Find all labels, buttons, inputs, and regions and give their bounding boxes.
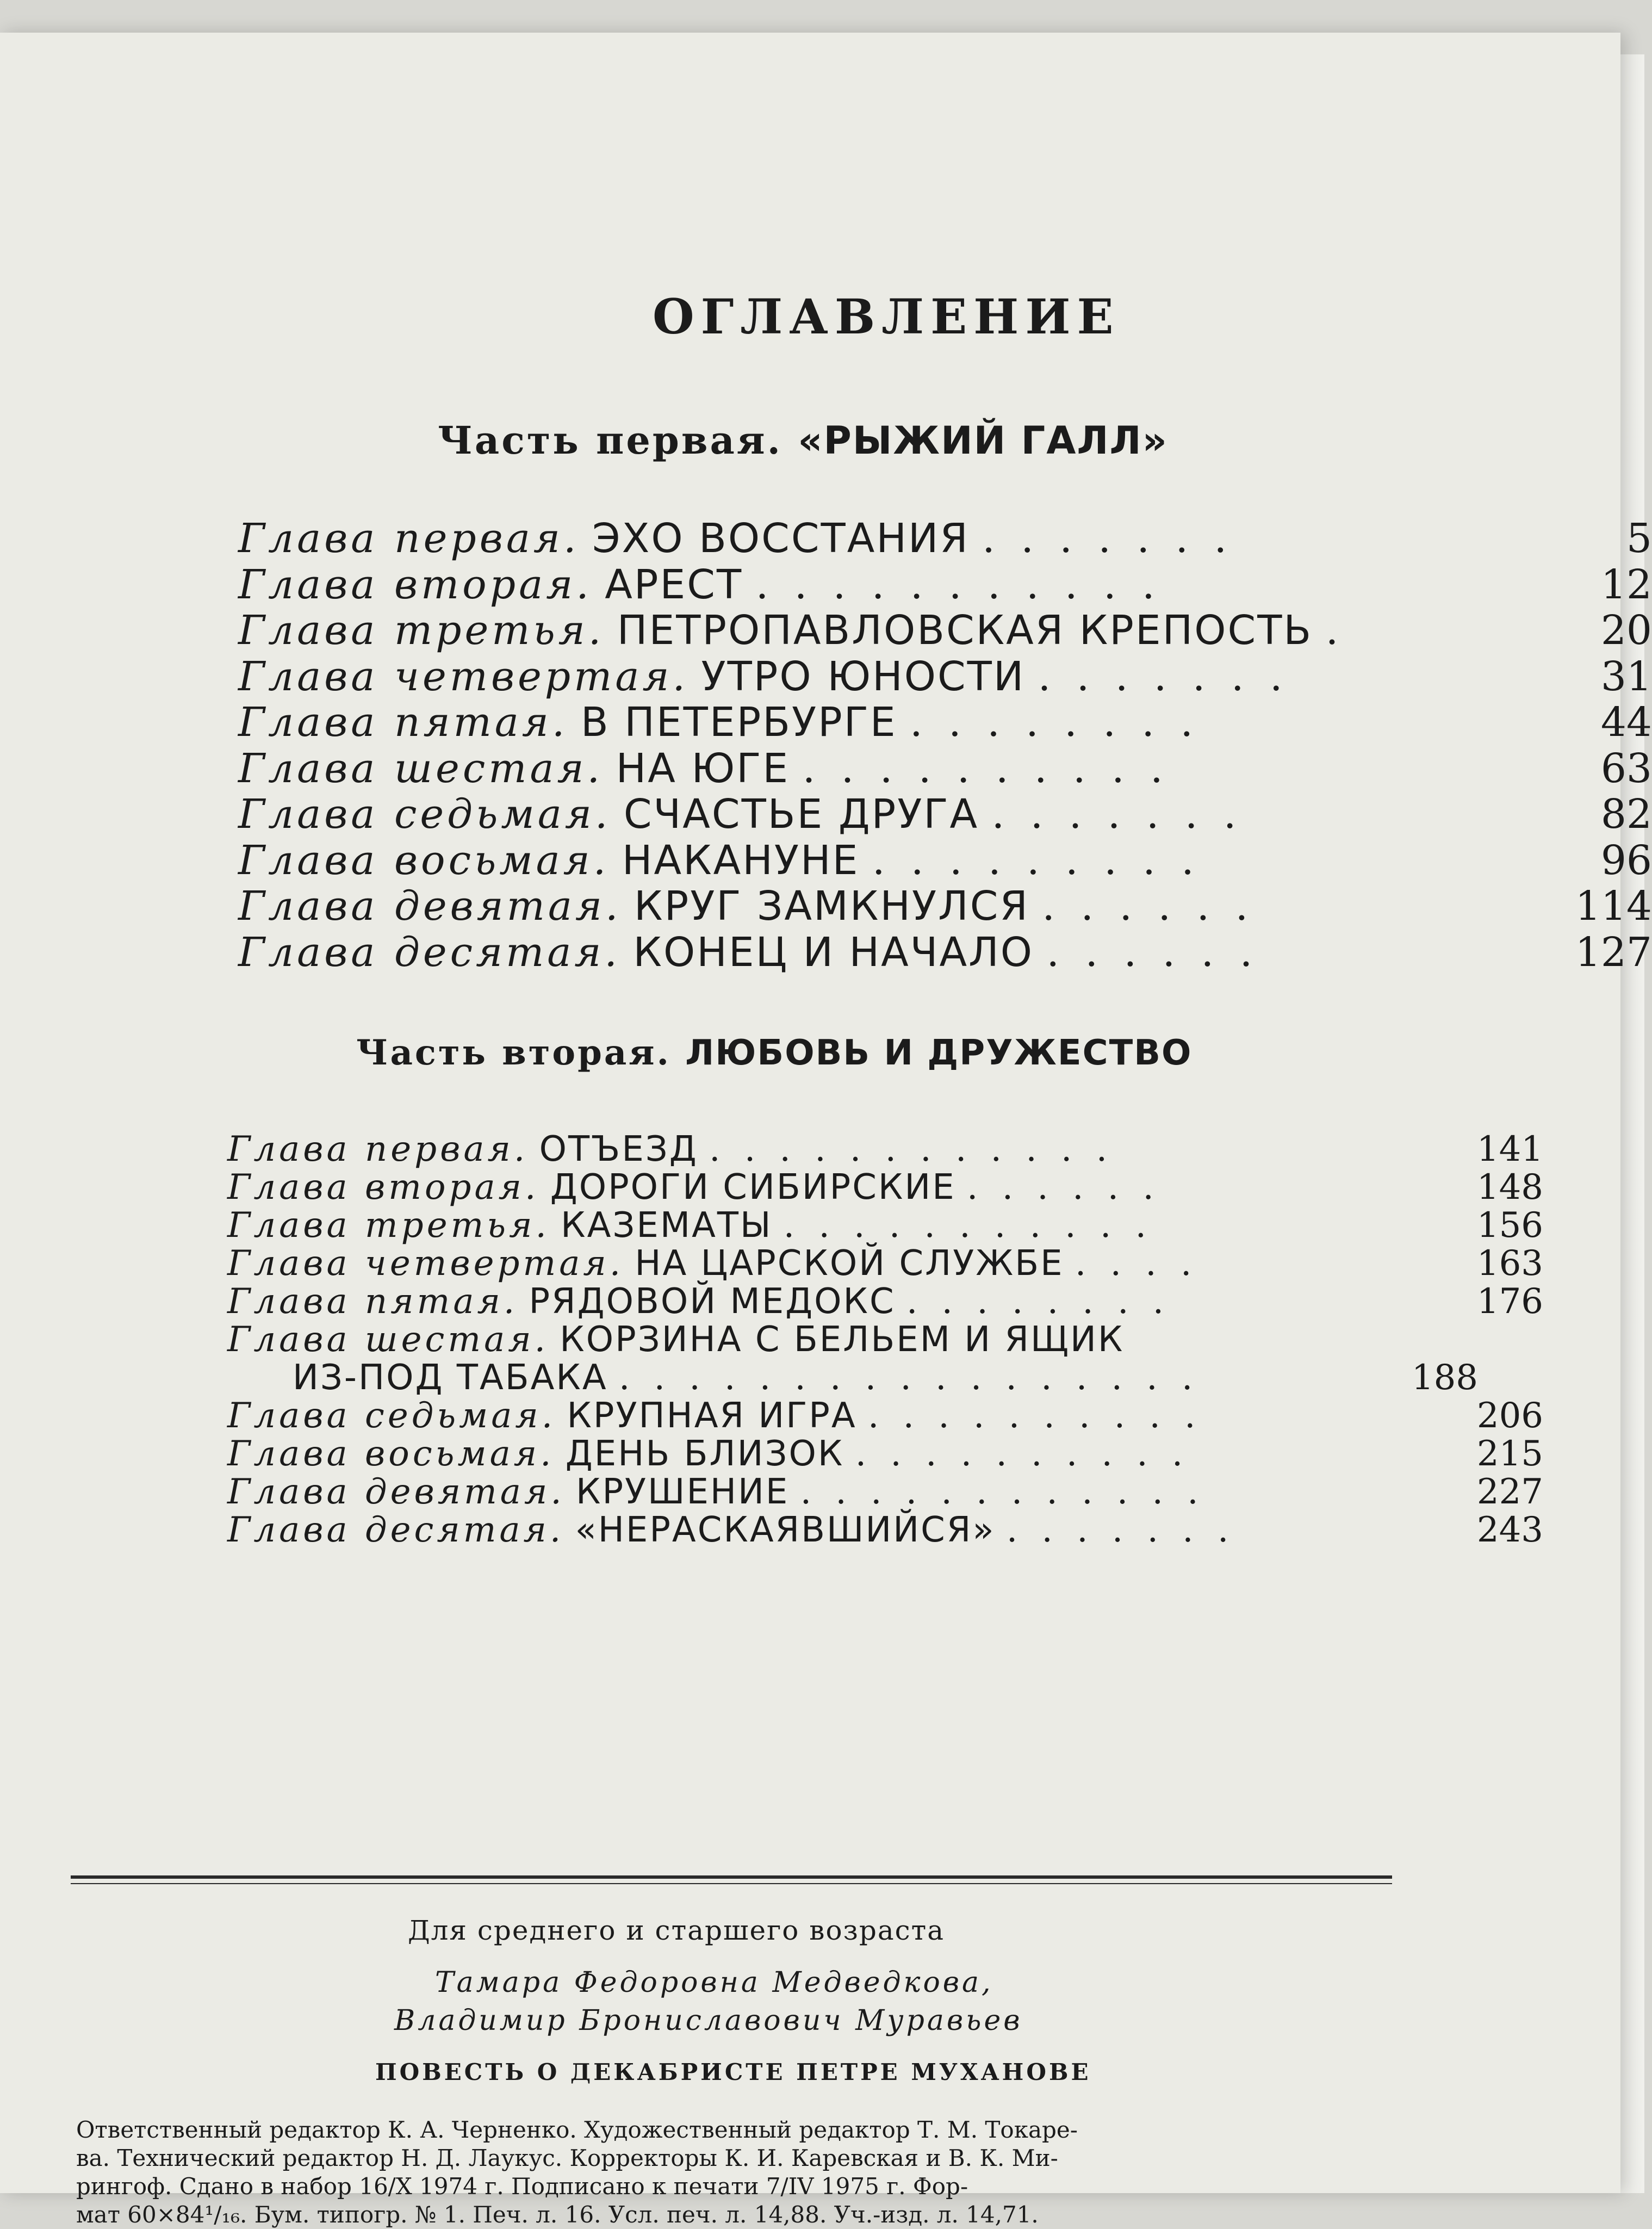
chapter-label: Глава третья. [238, 607, 605, 654]
leader-dots: . [1325, 607, 1345, 654]
leader-dots: . . . . . . [967, 1167, 1160, 1208]
chapter-title: В ПЕТЕРБУРГЕ [580, 699, 897, 746]
leader-dots: . . . . . . . [991, 791, 1243, 838]
author-name: Тамара Федоровна Медведкова, [435, 1966, 993, 1999]
leader-dots: . . . . [1075, 1243, 1198, 1284]
toc-entry[interactable] [227, 1243, 1543, 1284]
toc-title: ОГЛАВЛЕНИЕ [653, 288, 1120, 345]
colophon-line: ва. Технический редактор Н. Д. Лаукус. Корректоры К. И. Каревская и В. К. Ми- [76, 2145, 1058, 2171]
chapter-label: Глава шестая. [227, 1320, 549, 1360]
chapter-label: Глава десятая. [227, 1510, 564, 1550]
toc-entry[interactable] [238, 607, 1652, 654]
chapter-title: ЭХО ВОССТАНИЯ [592, 515, 970, 562]
page-number: 63 [1600, 745, 1652, 792]
part1-chapter-list [238, 515, 1652, 976]
part1-label: Часть первая. [438, 418, 782, 463]
page-number: 176 [1476, 1281, 1543, 1322]
toc-entry[interactable] [227, 1205, 1543, 1246]
chapter-title: КОРЗИНА С БЕЛЬЕМ И ЯЩИК [560, 1320, 1125, 1360]
page-number: 156 [1476, 1205, 1543, 1246]
toc-entry[interactable] [227, 1510, 1543, 1550]
part1-name: «РЫЖИЙ ГАЛЛ» [798, 418, 1168, 463]
leader-dots: . . . . . . [1042, 883, 1255, 930]
page-number: 215 [1476, 1434, 1543, 1474]
leader-dots: . . . . . . . [1006, 1510, 1235, 1550]
chapter-title: СЧАСТЬЕ ДРУГА [623, 791, 979, 838]
chapter-label: Глава первая. [238, 515, 580, 562]
leader-dots: . . . . . . . . . . [867, 1396, 1202, 1436]
toc-entry[interactable] [238, 653, 1652, 700]
chapter-label: Глава десятая. [238, 928, 620, 976]
chapter-label: Глава восьмая. [238, 837, 610, 884]
colophon-line: мат 60×84¹/₁₆. Бум. типогр. № 1. Печ. л. 16. Усл. печ. л. 14,88. Уч.-изд. л. 14,71. [76, 2201, 1039, 2228]
leader-dots: . . . . . . . . . . [855, 1434, 1190, 1474]
chapter-title: КАЗЕМАТЫ [561, 1205, 773, 1246]
toc-entry[interactable] [238, 561, 1652, 608]
page-number: 44 [1600, 699, 1652, 746]
leader-dots: . . . . . . . . . . . . [800, 1472, 1205, 1512]
chapter-label: Глава первая. [227, 1129, 529, 1169]
toc-entry[interactable] [227, 1434, 1543, 1474]
chapter-label: Глава восьмая. [227, 1434, 555, 1474]
author-name: Владимир Брониславович Муравьев [394, 2004, 1023, 2037]
leader-dots: . . . . . . . . [906, 1281, 1171, 1322]
chapter-title: ДЕНЬ БЛИЗОК [565, 1434, 844, 1474]
page-number: 127 [1575, 928, 1652, 976]
chapter-label: Глава четвертая. [227, 1243, 624, 1284]
toc-entry[interactable] [227, 1167, 1543, 1208]
part2-chapter-list [227, 1129, 1543, 1550]
page-number: 31 [1600, 653, 1652, 700]
leader-dots: . . . . . . . [982, 515, 1234, 562]
page-number: 227 [1476, 1472, 1543, 1512]
page-number: 96 [1600, 837, 1652, 884]
chapter-label: Глава шестая. [238, 745, 604, 792]
part1-heading [438, 418, 1168, 463]
chapter-title: КРУПНАЯ ИГРА [567, 1396, 857, 1436]
imprint-rule-thick [71, 1875, 1392, 1879]
chapter-label: Глава седьмая. [238, 791, 611, 838]
colophon-line: рингоф. Сдано в набор 16/X 1974 г. Подписано к печати 7/IV 1975 г. Фор- [76, 2173, 968, 2200]
part2-label: Часть вторая. [356, 1032, 671, 1073]
colophon [76, 2116, 1359, 2229]
chapter-label: Глава третья. [227, 1205, 550, 1246]
chapter-title: НАКАНУНЕ [622, 837, 860, 884]
book-subtitle: ПОВЕСТЬ О ДЕКАБРИСТЕ ПЕТРЕ МУХАНОВЕ [375, 2059, 1091, 2085]
leader-dots: . . . . . . . . . . . . . . . . . [618, 1358, 1200, 1398]
toc-entry[interactable] [238, 699, 1652, 746]
toc-entry[interactable] [227, 1472, 1543, 1512]
leader-dots: . . . . . . . . . . [802, 745, 1170, 792]
chapter-title: ДОРОГИ СИБИРСКИЕ [550, 1167, 956, 1208]
toc-entry[interactable] [238, 837, 1652, 884]
chapter-label: Глава девятая. [227, 1472, 565, 1512]
part2-heading [356, 1032, 1192, 1073]
leader-dots: . . . . . . . . . . . . [709, 1129, 1114, 1169]
toc-entry[interactable] [238, 883, 1652, 930]
toc-entry[interactable] [238, 791, 1652, 838]
chapter-title: КОНЕЦ И НАЧАЛО [633, 928, 1034, 976]
leader-dots: . . . . . . . . . . . [783, 1205, 1153, 1246]
chapter-label: Глава пятая. [227, 1281, 518, 1322]
page-number: 5 [1626, 515, 1652, 562]
chapter-label: Глава четвертая. [238, 653, 688, 700]
leader-dots: . . . . . . . . . . . [755, 561, 1162, 608]
chapter-label: Глава седьмая. [227, 1396, 556, 1436]
page-number: 20 [1600, 607, 1652, 654]
book-page [0, 33, 1652, 2228]
chapter-title: РЯДОВОЙ МЕДОКС [529, 1281, 896, 1322]
leader-dots: . . . . . . [1046, 928, 1259, 976]
chapter-title: КРУГ ЗАМКНУЛСЯ [634, 883, 1029, 930]
chapter-title: КРУШЕНИЕ [576, 1472, 790, 1512]
part2-name: ЛЮБОВЬ И ДРУЖЕСТВО [685, 1033, 1193, 1073]
page-number: 141 [1476, 1129, 1543, 1169]
chapter-title-continued: ИЗ-ПОД ТАБАКА [293, 1358, 608, 1398]
toc-entry[interactable] [227, 1281, 1543, 1322]
chapter-title: НА ЮГЕ [616, 745, 790, 792]
toc-entry[interactable] [227, 1129, 1543, 1169]
leader-dots: . . . . . . . . . [872, 837, 1201, 884]
imprint-rule-thin [71, 1883, 1392, 1884]
leader-dots: . . . . . . . . [910, 699, 1200, 746]
page-number: 206 [1476, 1396, 1543, 1436]
toc-entry[interactable] [238, 745, 1652, 792]
chapter-title: НА ЦАРСКОЙ СЛУЖБЕ [635, 1243, 1064, 1284]
chapter-label: Глава вторая. [227, 1167, 539, 1208]
page-number: 114 [1575, 883, 1652, 930]
chapter-title: ПЕТРОПАВЛОВСКАЯ КРЕПОСТЬ [617, 607, 1313, 654]
toc-entry[interactable] [227, 1320, 1478, 1398]
page-number: 148 [1476, 1167, 1543, 1208]
chapter-label: Глава девятая. [238, 883, 622, 930]
page-number: 188 [1411, 1358, 1478, 1398]
leader-dots: . . . . . . . [1038, 653, 1289, 700]
age-note: Для среднего и старшего возраста [408, 1915, 945, 1946]
colophon-line: Ответственный редактор К. А. Черненко. Художественный редактор Т. М. Токаре- [76, 2116, 1078, 2143]
chapter-label: Глава пятая. [238, 699, 568, 746]
page-number: 243 [1476, 1510, 1543, 1550]
page-number: 82 [1600, 791, 1652, 838]
chapter-label: Глава вторая. [238, 561, 592, 608]
page-number: 163 [1476, 1243, 1543, 1284]
chapter-title: АРЕСТ [605, 561, 743, 608]
page-number: 12 [1600, 561, 1652, 608]
toc-entry[interactable] [238, 515, 1652, 562]
toc-entry[interactable] [238, 928, 1652, 976]
toc-entry[interactable] [227, 1396, 1543, 1436]
chapter-title: УТРО ЮНОСТИ [701, 653, 1026, 700]
chapter-title: «НЕРАСКАЯВШИЙСЯ» [575, 1510, 996, 1550]
chapter-title: ОТЪЕЗД [539, 1129, 698, 1169]
